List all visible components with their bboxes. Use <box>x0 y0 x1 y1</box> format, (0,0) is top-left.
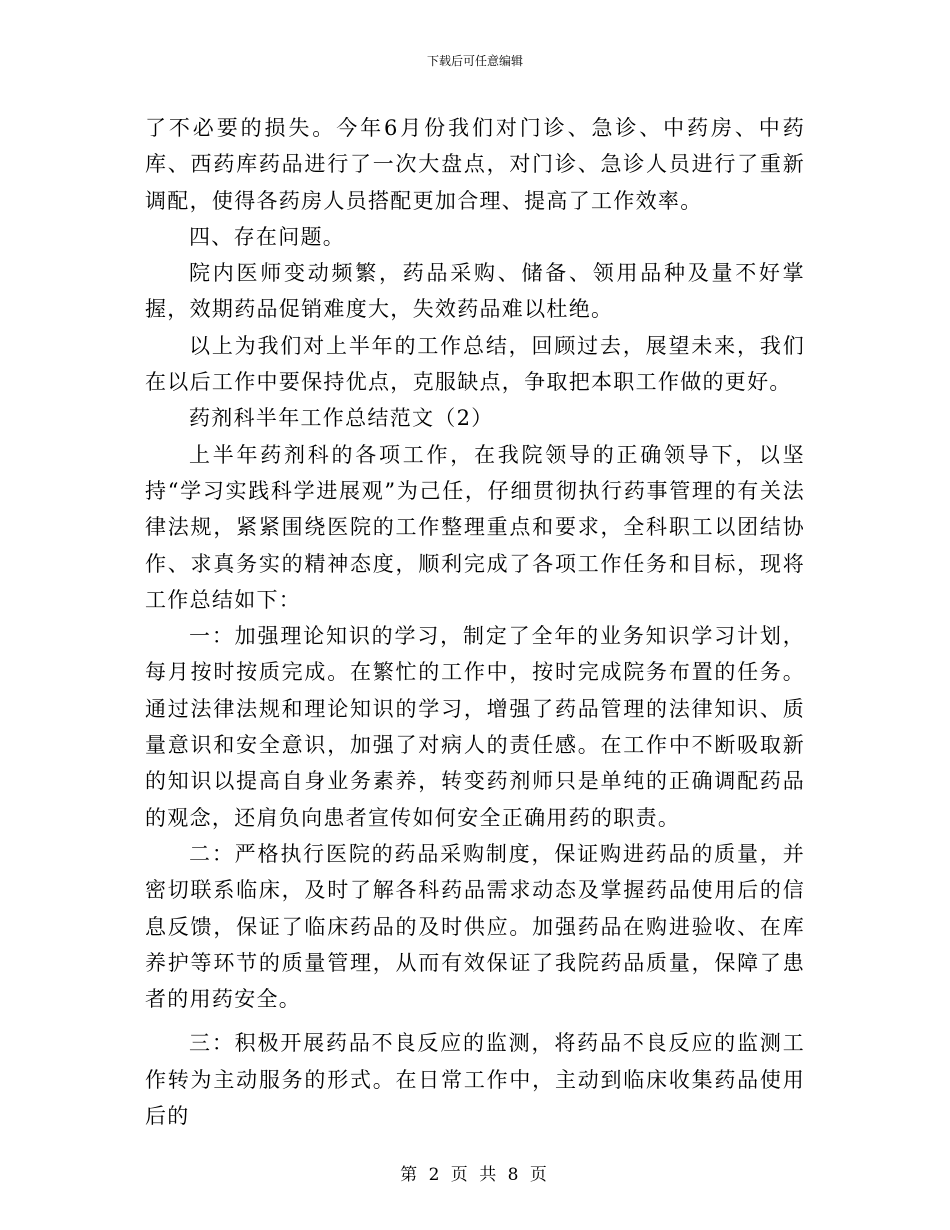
page-header-note: 下载后可任意编辑 <box>426 54 523 68</box>
paragraph-item-two: 二：严格执行医院的药品采购制度，保证购进药品的质量，并密切联系临床，及时了解各科药品需求动态及掌握药品使用后的信息反馈，保证了临床药品的及时供应。加强药品在购进验收、在库养护等环节的质量管理，从而有效保证了我院药品质量，保障了患者的用药安全。 <box>145 841 805 1012</box>
document-body <box>145 110 805 1134</box>
paragraph-intro: 上半年药剂科的各项工作，在我院领导的正确领导下，以坚持“学习实践科学进展观”为己任，仔细贯彻执行药事管理的有关法律法规，紧紧围绕医院的工作整理重点和要求，全科职工以团结协作、求真务实的精神态度，顺利完成了各项工作任务和目标，现将工作总结如下： <box>145 442 805 612</box>
paragraph-item-one: 一：加强理论知识的学习，制定了全年的业务知识学习计划，每月按时按质完成。在繁忙的工作中，按时完成院务布置的任务。通过法律法规和理论知识的学习，增强了药品管理的法律知识、质量意识和安全意识，加强了对病人的责任感。在工作中不断吸取新的知识以提高自身业务素养，转变药剂师只是单纯的正确调配药品的观念，还肩负向患者宣传如何安全正确用药的职责。 <box>145 624 805 830</box>
page-number-footer: 第 2 页 共 8 页 <box>400 1165 550 1185</box>
article-title: 药剂科半年工作总结范文（2） <box>189 406 494 431</box>
paragraph-item-three: 三：积极开展药品不良反应的监测，将药品不良反应的监测工作转为主动服务的形式。在日常工作中，主动到临床收集药品使用后的 <box>145 1031 805 1129</box>
paragraph-continuation: 了不必要的损失。今年6月份我们对门诊、急诊、中药房、中药库、西药库药品进行了一次大盘点，对门诊、急诊人员进行了重新调配，使得各药房人员搭配更加合理、提高了工作效率。 <box>145 116 805 213</box>
paragraph-problems: 院内医师变动频繁，药品采购、储备、领用品种及量不好掌握，效期药品促销难度大，失效药品难以杜绝。 <box>145 261 805 322</box>
section-heading-problems: 四、存在问题。 <box>189 224 346 249</box>
paragraph-conclusion: 以上为我们对上半年的工作总结，回顾过去，展望未来，我们在以后工作中要保持优点，克服缺点，争取把本职工作做的更好。 <box>145 333 805 395</box>
